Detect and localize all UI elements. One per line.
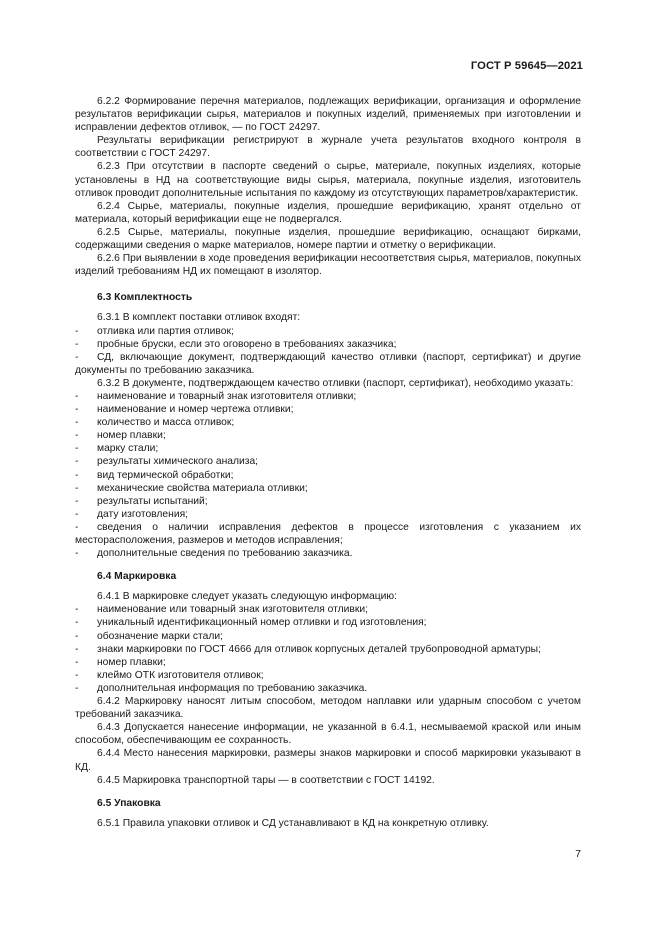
- list-marker: -: [75, 643, 79, 655]
- list-item-text: номер плавки;: [97, 430, 166, 442]
- section-6-4-text: [75, 590, 581, 786]
- list-item-text: наименование и товарный знак изготовителя отливки;: [97, 390, 357, 402]
- paragraph-6-4-2: 6.4.2 Маркировку наносят литым способом, методом наплавки или ударным способом с учетом требований заказчика.: [75, 696, 581, 721]
- list-item-text: отливка или партия отливок;: [97, 325, 234, 337]
- list-item: [75, 495, 581, 508]
- list-marker: -: [75, 325, 79, 337]
- list-marker: -: [75, 669, 79, 681]
- document-body: [75, 95, 581, 830]
- list-item-text: дополнительная информация по требованию заказчика.: [97, 682, 368, 694]
- paragraph-verification-results: Результаты верификации регистрируют в журнале учета результатов входного контроля в соответствии с ГОСТ 24297.: [75, 135, 581, 160]
- list-marker: -: [75, 682, 79, 694]
- list-item-text: пробные бруски, если это оговорено в требованиях заказчика;: [97, 338, 397, 350]
- list-marker: -: [75, 604, 79, 616]
- list-marker: -: [75, 495, 79, 507]
- list-marker: -: [75, 430, 79, 442]
- list-item: [75, 547, 581, 560]
- list-item: [75, 351, 581, 377]
- paragraph-6-4-1: 6.4.1 В маркировке следует указать следующую информацию:: [97, 591, 397, 603]
- list-marker: -: [75, 548, 79, 560]
- page-number: 7: [575, 849, 581, 860]
- paragraph-6-4-5: 6.4.5 Маркировка транспортной тары — в соответствии с ГОСТ 14192.: [97, 774, 435, 786]
- list-item-text: результаты химического анализа;: [97, 456, 259, 468]
- list-marker: -: [75, 469, 79, 481]
- list-marker: -: [75, 521, 79, 533]
- paragraph-6-2-5: 6.2.5 Сырье, материалы, покупные изделия, прошедшие верификацию, оснащают бирками, содержащими сведения о марке материалов, номере партии и отметку о верификации.: [75, 226, 581, 252]
- list-marker: -: [75, 456, 79, 468]
- list-item: [75, 669, 581, 682]
- list-item-text: знаки маркировки по ГОСТ 4666 для отливок корпусных деталей трубопроводной арматуры;: [97, 643, 541, 655]
- paragraph-6-4-4: 6.4.4 Место нанесения маркировки, размеры знаков маркировки и способ маркировки указывают в КД.: [75, 748, 581, 773]
- list-item: [75, 682, 581, 695]
- list-item: [75, 616, 581, 629]
- paragraph-6-2-2: 6.2.2 Формирование перечня материалов, подлежащих верификации, организация и оформление результатов верификации сырья, материалов и покупных изделий, применяемых при изготовлении и исправлении дефектов отливок, — по ГОСТ 24297.: [75, 96, 581, 134]
- heading-6-4: 6.4 Маркировка: [97, 571, 177, 583]
- list-item: [75, 643, 581, 656]
- list-item: [75, 482, 581, 495]
- list-item: [75, 656, 581, 669]
- paragraph-6-4-3: 6.4.3 Допускается нанесение информации, не указанной в 6.4.1, несмываемой краской или иным способом, обеспечивающим ее сохранность.: [75, 722, 581, 747]
- list-item: [75, 416, 581, 429]
- paragraph-6-3-2: 6.3.2 В документе, подтверждающем качество отливки (паспорт, сертификат), необходимо указать:: [97, 377, 574, 389]
- list-item: [75, 521, 581, 547]
- list-item-text: количество и масса отливок;: [97, 417, 235, 429]
- list-item: [75, 442, 581, 455]
- list-marker: -: [75, 617, 79, 629]
- list-marker: -: [75, 404, 79, 416]
- paragraph-6-2-6: 6.2.6 При выявлении в ходе проведения верификации несоответствия сырья, материалов, покупных изделий требованиям НД их помещают в изолятор.: [75, 253, 581, 278]
- list-item: [75, 325, 581, 338]
- list-item-text: результаты испытаний;: [97, 495, 208, 507]
- heading-6-3: 6.3 Комплектность: [97, 292, 193, 304]
- heading-6-5: 6.5 Упаковка: [97, 797, 161, 809]
- list-item-text: механические свойства материала отливки;: [97, 482, 308, 494]
- list-item: [75, 403, 581, 416]
- list-marker: -: [75, 351, 79, 363]
- list-marker: -: [75, 482, 79, 494]
- paragraph-6-2-3: 6.2.3 При отсутствии в паспорте сведений о сырье, материале, покупных изделиях, которые установлены в НД на соответствующие виды сырья, материала, покупные изделия, изготовитель отливок проводит дополнительные испытания по каждому из отсутствующих параметров/характеристик.: [75, 161, 581, 199]
- list-item-text: СД, включающие документ, подтверждающий качество отливки (паспорт, сертификат) и другие документы по требованию заказчика.: [75, 351, 581, 376]
- list-marker: -: [75, 417, 79, 429]
- paragraph-6-5-1: 6.5.1 Правила упаковки отливок и СД устанавливают в КД на конкретную отливку.: [97, 817, 489, 829]
- list-item: [75, 455, 581, 468]
- list-marker: -: [75, 656, 79, 668]
- list-item-text: марку стали;: [97, 443, 159, 455]
- list-item: [75, 390, 581, 403]
- list-item-text: дату изготовления;: [97, 508, 189, 520]
- paragraph-6-3-1: 6.3.1 В комплект поставки отливок входят:: [97, 312, 301, 324]
- list-marker: -: [75, 338, 79, 350]
- list-marker: -: [75, 630, 79, 642]
- list-marker: -: [75, 508, 79, 520]
- list-marker: -: [75, 390, 79, 402]
- section-6-2-text: [75, 95, 581, 278]
- document-header-id: ГОСТ Р 59645—2021: [470, 60, 583, 72]
- list-item: [75, 603, 581, 616]
- list-item-text: номер плавки;: [97, 656, 166, 668]
- section-6-3-text: [75, 311, 581, 560]
- list-item-text: клеймо ОТК изготовителя отливок;: [97, 669, 264, 681]
- list-item-text: наименование и номер чертежа отливки;: [97, 404, 294, 416]
- list-item-text: обозначение марки стали;: [97, 630, 224, 642]
- list-item-text: сведения о наличии исправления дефектов в процессе изготовления с указанием их месторасположения, размеров и методов исправления;: [75, 521, 581, 546]
- section-6-5-text: [75, 817, 581, 830]
- list-item: [75, 469, 581, 482]
- list-item: [75, 630, 581, 643]
- list-marker: -: [75, 443, 79, 455]
- list-item: [75, 338, 581, 351]
- list-item: [75, 508, 581, 521]
- list-item-text: уникальный идентификационный номер отливки и год изготовления;: [97, 617, 427, 629]
- paragraph-6-2-4: 6.2.4 Сырье, материалы, покупные изделия, прошедшие верификацию, хранят отдельно от материала, который верификации еще не подвергался.: [75, 200, 581, 225]
- list-item: [75, 429, 581, 442]
- list-item-text: дополнительные сведения по требованию заказчика.: [97, 548, 353, 560]
- list-item-text: вид термической обработки;: [97, 469, 234, 481]
- list-item-text: наименование или товарный знак изготовителя отливки;: [97, 604, 369, 616]
